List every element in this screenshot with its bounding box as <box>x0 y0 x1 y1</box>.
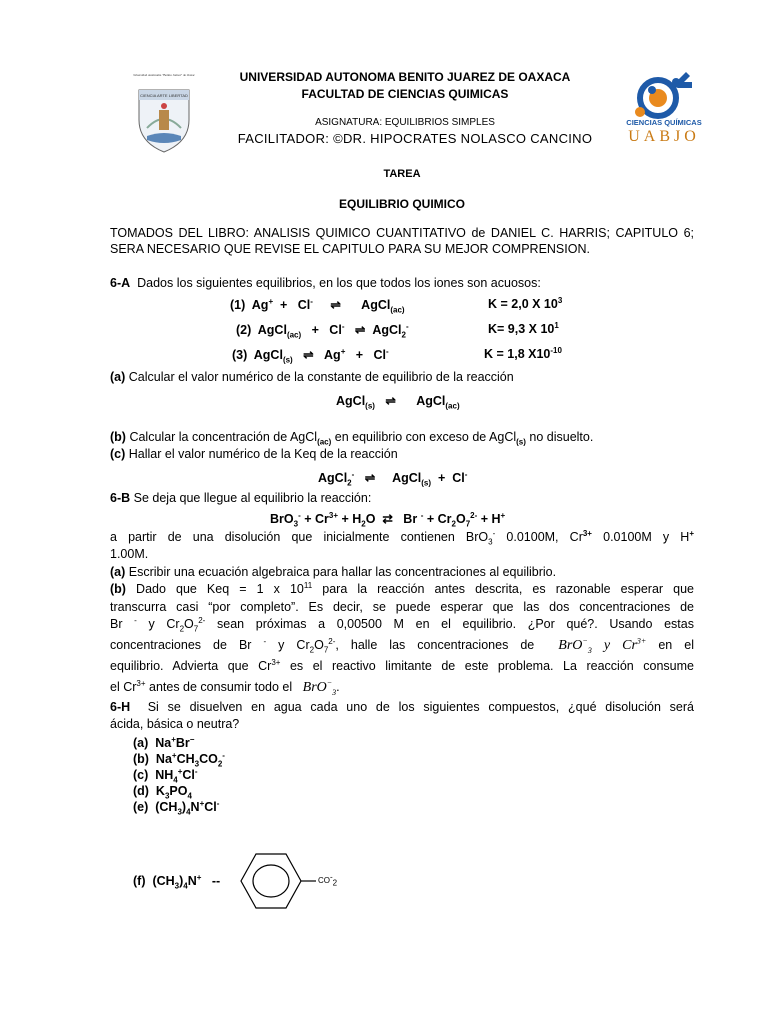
problem-6h-line-2: ácida, básica o neutra? <box>110 717 240 731</box>
equation-3-k: K = 1,8 $X10^{-10}$ <box>484 345 562 361</box>
problem-6b-part-b-line-2: transcurra casi “por completo”. Es decir, se puede esperar que las dos concentraciones de <box>110 600 694 614</box>
uabjo-logo <box>628 68 700 150</box>
problem-6a-part-a: (a) Calcular el valor numérico de la constante de equilibrio de la reacción <box>110 370 514 384</box>
problem-6h-line-1: 6-H Si se disuelven en agua cada uno de los siguientes compuestos, ¿qué disolución será <box>110 700 694 714</box>
equation-1-k: K = 2,0 X $10^3$ <box>488 295 563 311</box>
compound-f: (f) $(CH_3)_4N^+$ -- <box>133 872 221 891</box>
logo-uabjo: UABJO <box>628 128 700 145</box>
compound-d: (d) $K_3PO_4$ <box>133 784 192 801</box>
reaction-6b: $BrO_3^- + Cr^{3+} + H_2O$ ⇄ Br $^- + Cr_2O_7^{2-} + H^+$ <box>270 510 506 529</box>
compound-b: (b) $Na^+CH_3CO_2^-$ <box>133 750 225 769</box>
tarea-heading: TAREA <box>383 168 421 180</box>
problem-6b-line-1: a partir de una disolución que inicialmente contienen BrO$_3$- 0.0100M, $Cr^{3+}$ 0.0100M y H+ <box>110 528 694 547</box>
equation-2-k: K= 9,3 X $10^1$ <box>488 320 559 336</box>
problem-6b-part-b-line-3: Br - y $Cr_2O_7^{2-}$ sean próximas a 0,00500 M en el equilibrio. ¿Por qué?. Usando estas <box>110 615 694 634</box>
problem-6b-intro: 6-B Se deja que llegue al equilibrio la reacción: <box>110 491 372 505</box>
problem-6b-part-b-line-4: concentraciones de Br - y $Cr_2O_7^{2-}$, halle las concentraciones de BrO−$_3$ y $Cr^{3+}$ en el <box>110 636 694 655</box>
university-seal <box>133 70 195 154</box>
problem-6h-label: 6-H <box>110 700 131 714</box>
problem-6b-label: 6-B <box>110 491 131 505</box>
intro-line-2: SERA NECESARIO QUE REVISE EL CAPITULO PARA SU MEJOR COMPRENSION. <box>110 242 590 256</box>
compound-e: (e) $(CH_3)_4N^+Cl^-$ <box>133 798 220 817</box>
equation-3: (3) AgCl$_{(s)}$ ⇌ Ag+ + Cl- <box>232 346 389 365</box>
compound-f-dash: -- <box>211 874 221 888</box>
reaction-6a-c: AgCl$_2$- ⇌ AgCl$_{(s)}$ + Cl- <box>318 469 468 488</box>
problem-6a-part-c: (c) Hallar el valor numérico de la Keq de la reacción <box>110 447 398 461</box>
university-name: UNIVERSIDAD AUTONOMA BENITO JUAREZ DE OAXACA <box>239 70 571 84</box>
main-title: EQUILIBRIO QUIMICO <box>339 197 465 211</box>
logo-caption: CIENCIAS QUÍMICAS <box>626 118 702 127</box>
problem-6b-part-b-line-1: (b) Dado que Keq = 1 x $10^{11}$ para la reacción antes descrita, es razonable esperar que <box>110 580 694 596</box>
reaction-6a-a: AgCl$_{(s)}$ ⇌ AgCl$_{(ac)}$ <box>336 394 460 411</box>
problem-6b-part-b-line-6: el $Cr^{3+}$ antes de consumir todo el BrO−$_3$. <box>110 678 340 697</box>
problem-6b-part-b-line-5: equilibrio. Advierta que $Cr^{3+}$ es el reactivo limitante de este problema. La reacción consume <box>110 657 694 673</box>
svg-text:CIENCIA ARTE LIBERTAD: CIENCIA ARTE LIBERTAD <box>140 93 188 98</box>
equation-1: (1) Ag+ + Cl- ⇌ AgCl$_{(ac)}$ <box>230 296 405 315</box>
svg-text:Universidad Autónoma "Benito J: Universidad Autónoma "Benito Juárez" de Oaxaca <box>133 73 195 77</box>
compound-a: (a) Na+Br− <box>133 734 195 750</box>
facilitator-line: FACILITADOR: ©DR. HIPOCRATES NOLASCO CANCINO <box>237 131 593 146</box>
faculty-name: FACULTAD DE CIENCIAS QUIMICAS <box>301 87 509 101</box>
problem-6a-intro <box>110 276 694 290</box>
problem-6b-line-2: 1.00M. <box>110 547 149 561</box>
benzene-ring <box>238 850 318 912</box>
problem-6a-label: 6-A <box>110 276 131 290</box>
subject-line: ASIGNATURA: EQUILIBRIOS SIMPLES <box>315 117 495 128</box>
problem-6a-text: Dados los siguientes equilibrios, en los que todos los iones son acuosos: <box>137 276 541 290</box>
carboxylate-label: $CO^-_2$ <box>318 872 338 888</box>
equation-2: (2) AgCl$_{(ac)}$ + Cl- ⇌ AgCl$_2$- <box>236 321 409 340</box>
compound-c: (c) $NH_4^+Cl^-$ <box>133 766 198 785</box>
problem-6a-part-b: (b) Calcular la concentración de AgCl$_{(ac)}$ en equilibrio con exceso de AgCl$_{(s)}$ no disuelto. <box>110 430 594 447</box>
problem-6b-part-a: (a) Escribir una ecuación algebraica para hallar las concentraciones al equilibrio. <box>110 565 557 579</box>
intro-line-1: TOMADOS DEL LIBRO: ANALISIS QUIMICO CUANTITATIVO de DANIEL C. HARRIS; CAPITULO 6; <box>110 226 694 240</box>
